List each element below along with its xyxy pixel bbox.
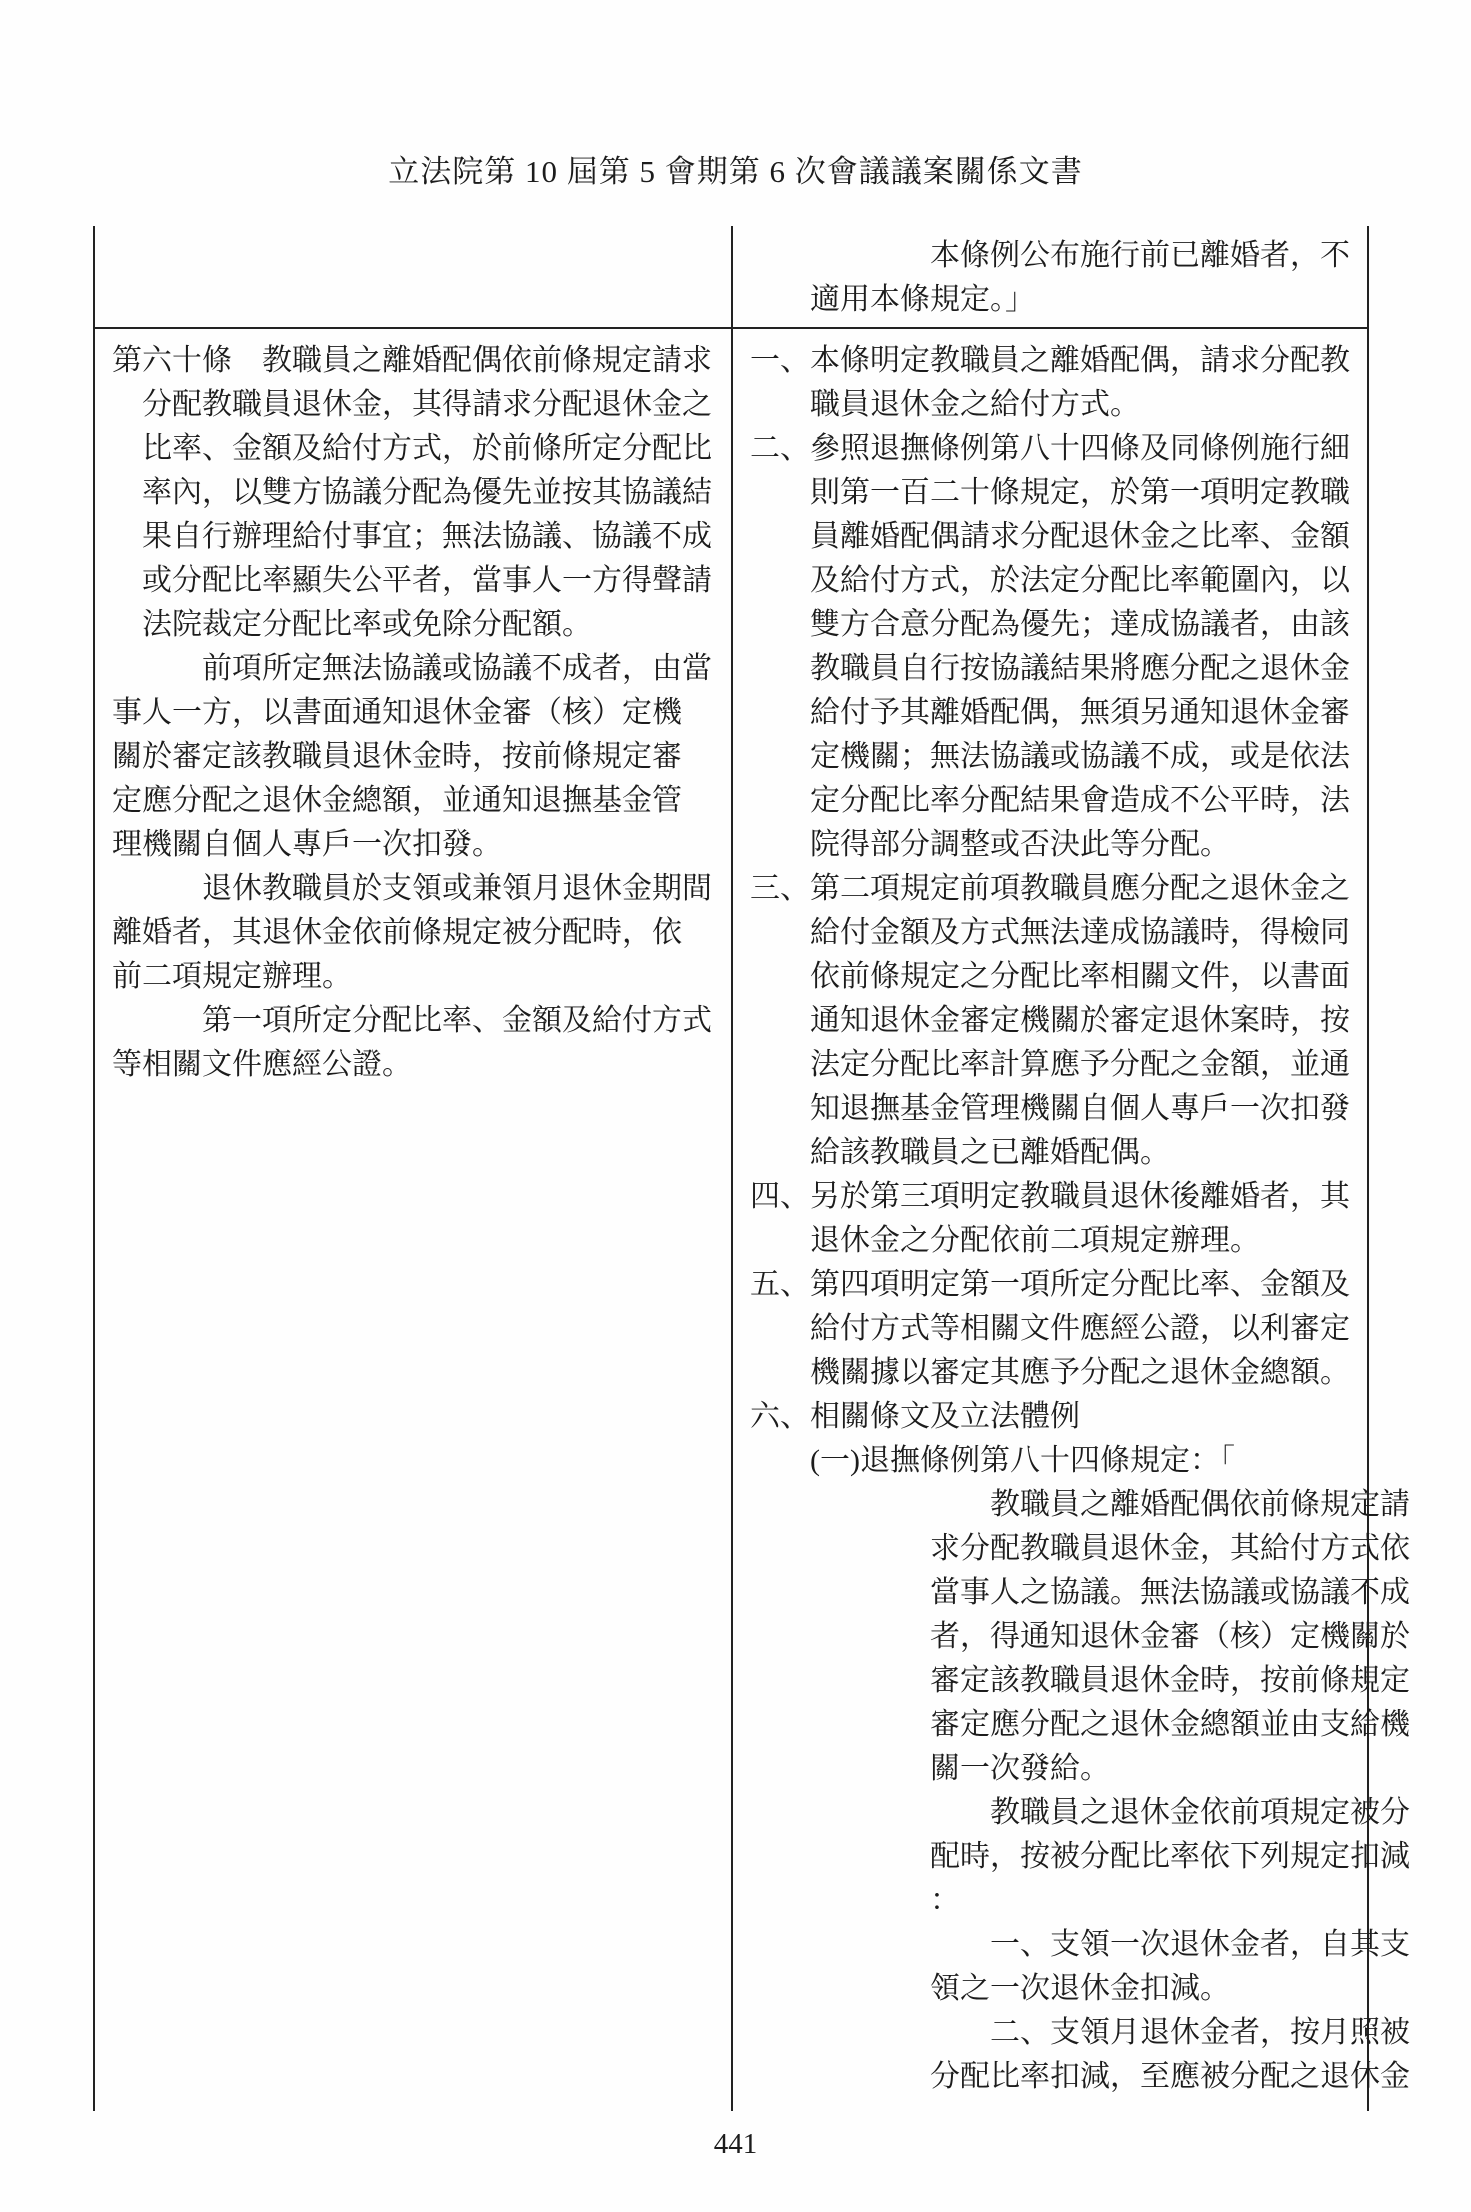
text-line: 前項所定無法協議或協議不成者，由當 [202, 652, 712, 685]
provision-column-continuation [93, 226, 733, 327]
table-row-article-60 [93, 329, 1410, 2111]
text-line: 三、第二項規定前項教職員應分配之退休金之 [750, 872, 1350, 905]
text-line: 則第一百二十條規定，於第一項明定教職 [810, 476, 1350, 509]
text-line: 第一項所定分配比率、金額及給付方式 [202, 1004, 712, 1037]
text-line: 四、另於第三項明定教職員退休後離婚者，其 [750, 1180, 1350, 1213]
text-line: 及給付方式，於法定分配比率範圍內，以 [810, 564, 1350, 597]
text-line: 審定應分配之退休金總額並由支給機 [930, 1708, 1410, 1741]
text-line: 職員退休金之給付方式。 [810, 388, 1140, 421]
text-line: 離婚者，其退休金依前條規定被分配時，依 [112, 916, 682, 949]
text-line: 求分配教職員退休金，其給付方式依 [930, 1532, 1410, 1565]
text-line: 前二項規定辦理。 [112, 960, 352, 993]
table-row-continuation [93, 226, 1369, 329]
text-line: 分配比率扣減，至應被分配之退休金 [930, 2060, 1410, 2093]
text-line: 或分配比率顯失公平者，當事人一方得聲請 [142, 564, 712, 597]
text-line: 率內，以雙方協議分配為優先並按其協議結 [142, 476, 712, 509]
text-line: 理機關自個人專戶一次扣發。 [112, 828, 502, 861]
explanation-column [733, 329, 1410, 2111]
text-line: 教職員之退休金依前項規定被分 [990, 1796, 1410, 1829]
text-line: 通知退休金審定機關於審定退休案時，按 [810, 1004, 1350, 1037]
text-line: 關於審定該教職員退休金時，按前條規定審 [112, 740, 682, 773]
text-line: 退休金之分配依前二項規定辦理。 [810, 1224, 1260, 1257]
text-line: 二、支領月退休金者，按月照被 [990, 2016, 1410, 2049]
text-line: 員離婚配偶請求分配退休金之比率、金額 [810, 520, 1350, 553]
text-line: 事人一方，以書面通知退休金審（核）定機 [112, 696, 682, 729]
text-line: 分配教職員退休金，其得請求分配退休金之 [142, 388, 712, 421]
text-line: 果自行辦理給付事宜；無法協議、協議不成 [142, 520, 712, 553]
text-line: 依前條規定之分配比率相關文件，以書面 [810, 960, 1350, 993]
comparison-table [93, 226, 1410, 2111]
text-line: 定應分配之退休金總額，並通知退撫基金管 [112, 784, 682, 817]
text-line: 教職員之離婚配偶依前條規定請 [990, 1488, 1410, 1521]
text-line: 機關據以審定其應予分配之退休金總額。 [810, 1356, 1350, 1389]
text-line: 雙方合意分配為優先；達成協議者，由該 [810, 608, 1350, 641]
text-line: 二、參照退撫條例第八十四條及同條例施行細 [750, 432, 1350, 465]
text-line: 給付方式等相關文件應經公證，以利審定 [810, 1312, 1350, 1345]
text-line: 六、相關條文及立法體例 [750, 1400, 1080, 1433]
text-line: 一、支領一次退休金者，自其支 [990, 1928, 1410, 1961]
text-line: (一)退撫條例第八十四條規定：「 [810, 1444, 1235, 1477]
text-line: 者，得通知退休金審（核）定機關於 [930, 1620, 1410, 1653]
text-line: 審定該教職員退休金時，按前條規定 [930, 1664, 1410, 1697]
text-line: 第六十條 教職員之離婚配偶依前條規定請求 [112, 344, 712, 377]
text-line: 領之一次退休金扣減。 [930, 1972, 1230, 2005]
document-header: 立法院第 10 屆第 5 會期第 6 次會議議案關係文書 [388, 154, 1083, 189]
text-line: 本條例公布施行前已離婚者，不 [930, 239, 1350, 272]
text-line: 一、本條明定教職員之離婚配偶，請求分配教 [750, 344, 1350, 377]
text-line: 法定分配比率計算應予分配之金額，並通 [810, 1048, 1350, 1081]
explanation-text [733, 339, 1410, 2099]
text-line: 給該教職員之已離婚配偶。 [810, 1136, 1170, 1169]
text-line: ： [930, 1884, 960, 1917]
explanation-continuation-text [733, 234, 1367, 322]
text-line: 配時，按被分配比率依下列規定扣減 [930, 1840, 1410, 1873]
text-line: 院得部分調整或否決此等分配。 [810, 828, 1230, 861]
text-line: 知退撫基金管理機關自個人專戶一次扣發 [810, 1092, 1350, 1125]
text-line: 當事人之協議。無法協議或協議不成 [930, 1576, 1410, 1609]
text-line: 定機關；無法協議或協議不成，或是依法 [810, 740, 1350, 773]
text-line: 退休教職員於支領或兼領月退休金期間 [202, 872, 712, 905]
text-line: 法院裁定分配比率或免除分配額。 [142, 608, 592, 641]
text-line: 比率、金額及給付方式，於前條所定分配比 [142, 432, 712, 465]
text-line: 等相關文件應經公證。 [112, 1048, 412, 1081]
text-line: 五、第四項明定第一項所定分配比率、金額及 [750, 1268, 1350, 1301]
page-number: 441 [713, 2128, 758, 2160]
text-line: 適用本條規定。」 [810, 283, 1035, 316]
provision-column [93, 329, 733, 2111]
text-line: 給付予其離婚配偶，無須另通知退休金審 [810, 696, 1350, 729]
text-line: 給付金額及方式無法達成協議時，得檢同 [810, 916, 1350, 949]
text-line: 定分配比率分配結果會造成不公平時，法 [810, 784, 1350, 817]
provision-text [95, 339, 731, 1087]
explanation-column-continuation [733, 226, 1369, 327]
text-line: 教職員自行按協議結果將應分配之退休金 [810, 652, 1350, 685]
text-line: 關一次發給。 [930, 1752, 1110, 1785]
